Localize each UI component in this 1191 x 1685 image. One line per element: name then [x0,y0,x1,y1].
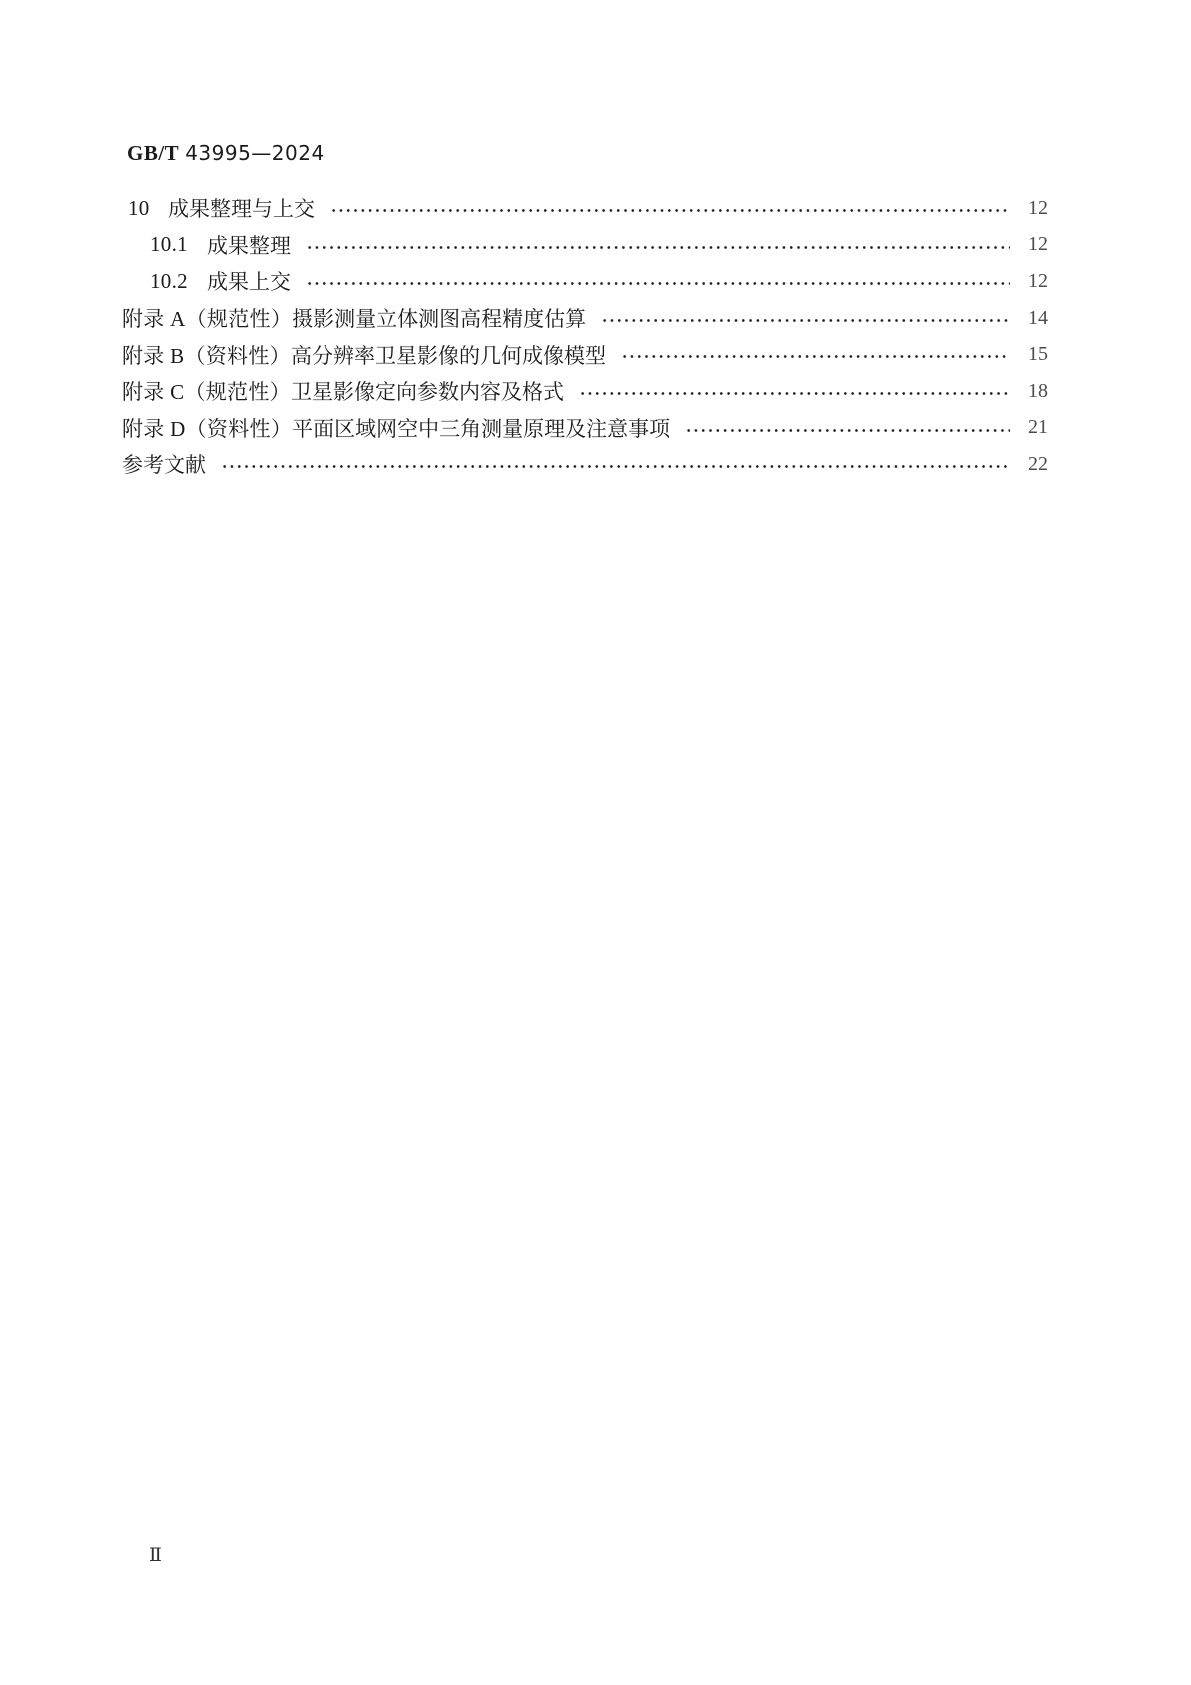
toc-entry-page-number: 18 [1028,379,1048,402]
dot-leader [579,373,1010,410]
standard-number: 43995—2024 [185,141,325,165]
toc-entry [122,336,1048,373]
toc-entry-title: 平面区域网空中三角测量原理及注意事项 [292,416,671,441]
standard-code-header [127,141,325,165]
toc-entry [122,446,1048,483]
toc-entry [122,300,1048,337]
dot-leader [601,300,1010,337]
toc-entry-page-number: 15 [1028,343,1048,366]
toc-entry-page-number: 21 [1028,416,1048,439]
toc-entry-number: 10.2 [150,268,188,293]
toc-entry-number: 10 [128,195,150,220]
dot-leader [306,263,1010,300]
toc-entry-title: 成果上交 [207,270,291,295]
dot-leader [685,410,1010,447]
toc-entry-number: 附录 B（资料性） [122,343,291,368]
toc-entry-title: 成果整理与上交 [168,197,315,222]
dot-leader [221,446,1010,483]
toc-entry-page-number: 14 [1028,306,1048,329]
page-number-footer: Ⅱ [149,1544,162,1566]
dot-leader [330,190,1010,227]
toc-entry-page-number: 12 [1028,196,1048,219]
toc-entry [122,373,1048,410]
dot-leader [621,336,1010,373]
toc-entry-title: 参考文献 [122,453,206,478]
toc-entry-number: 附录 A（规范性） [122,307,293,332]
toc-entry-title: 卫星影像定向参数内容及格式 [290,380,564,405]
dot-leader [306,227,1010,264]
toc-entry-title: 高分辨率卫星影像的几何成像模型 [290,343,606,368]
toc-entry-number: 10.1 [150,232,188,257]
toc-entry-page-number: 12 [1028,233,1048,256]
toc-entry [122,190,1048,227]
table-of-contents [122,190,1048,483]
toc-entry-title: 摄影测量立体测图高程精度估算 [292,307,587,332]
toc-entry-page-number: 12 [1028,269,1048,292]
toc-entry [122,410,1048,447]
toc-entry [122,263,1048,300]
standard-code: GB/T [127,141,180,165]
toc-entry-page-number: 22 [1028,452,1048,475]
toc-entry-number: 附录 C（规范性） [122,380,291,405]
toc-entry [122,227,1048,264]
toc-entry-title: 成果整理 [207,233,291,258]
toc-entry-number: 附录 D（资料性） [122,416,293,441]
